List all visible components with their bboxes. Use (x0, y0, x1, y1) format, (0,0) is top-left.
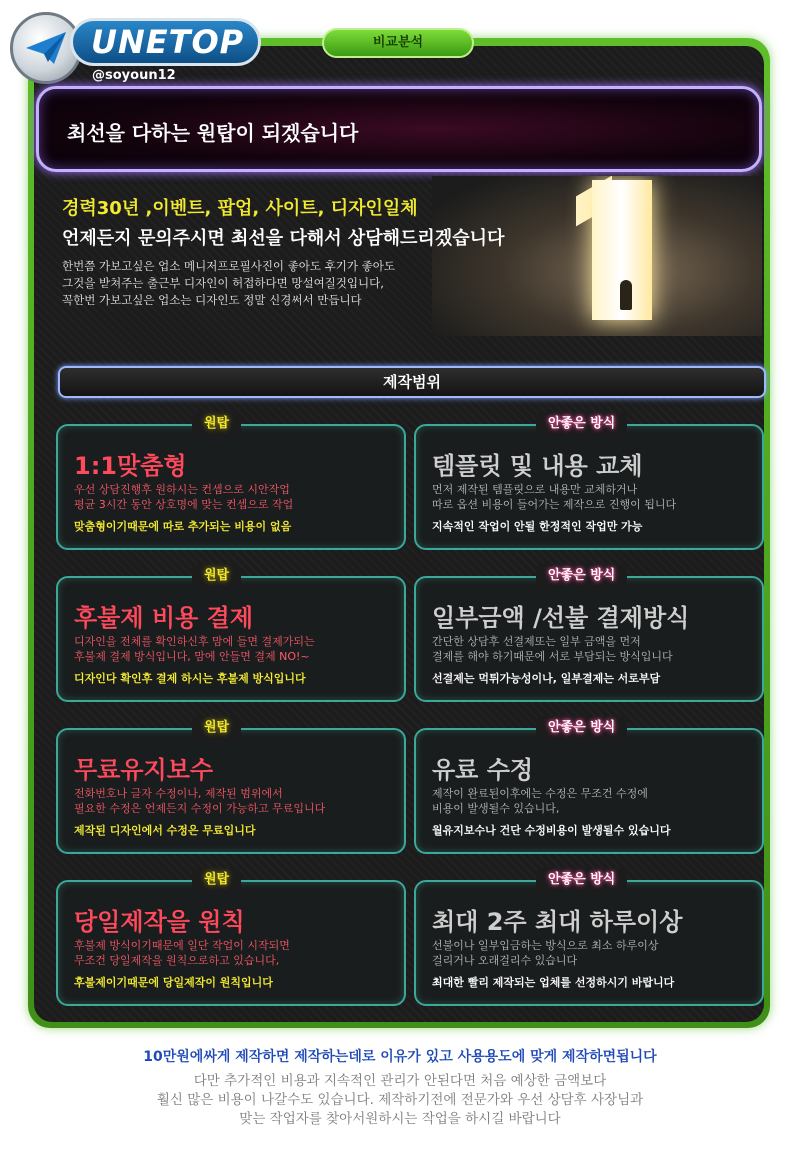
card-title: 후불제 비용 결제 (74, 604, 253, 632)
badge-bad: 안좋은 방식 (536, 412, 627, 436)
card-description-line: 우선 상담진행후 원하시는 컨셉으로 시안작업 (74, 483, 290, 496)
card-title: 최대 2주 최대 하루이상 (432, 908, 683, 936)
card-title: 1:1맞춤형 (74, 452, 187, 480)
hero-body (62, 258, 395, 309)
hero-headline-white: 언제든지 문의주시면 최선을 다해서 상담해드리겠습니다 (62, 228, 505, 249)
hero-body-line: 한번쯤 가보고싶은 업소 메니저프로필사진이 좋아도 후기가 좋아도 (62, 259, 395, 273)
headline-banner (36, 86, 762, 172)
card-good (56, 872, 406, 1006)
card-good (56, 568, 406, 702)
card-note: 후불제이기때문에 당일제작이 원칙입니다 (74, 976, 273, 989)
card-good (56, 720, 406, 854)
hero-image (432, 176, 762, 336)
card-title: 무료유지보수 (74, 756, 214, 784)
badge-good: 원탑 (192, 868, 241, 892)
person-silhouette (620, 280, 632, 310)
card-note: 지속적인 작업이 안될 한정적인 작업만 가능 (432, 520, 643, 533)
card-description-line: 결제를 해야 하기때문에 서로 부담되는 방식입니다 (432, 650, 673, 663)
section-title: 제작범위 (58, 366, 766, 398)
card-description (74, 786, 325, 816)
card-description-line: 평균 3시간 동안 상호명에 맞는 컨셉으로 작업 (74, 498, 294, 511)
footer-body-line: 훨신 많은 비용이 나갈수도 있습니다. 제작하기전에 전문가와 우선 상담후 사장님과 (156, 1092, 644, 1108)
card-description-line: 무조건 당일제작을 원칙으로하고 있습니다, (74, 954, 280, 967)
logo (10, 8, 250, 88)
card-description (432, 634, 673, 664)
card-note: 월유지보수나 건단 수정비용이 발생될수 있습니다 (432, 824, 671, 837)
card-description-line: 필요한 수정은 언제든지 수정이 가능하고 무료입니다 (74, 802, 326, 815)
tab-compare[interactable]: 비교분석 (322, 28, 474, 58)
footer-headline: 10만원에싸게 제작하면 제작하는데로 이유가 있고 사용용도에 맞게 제작하면됩니다 (143, 1049, 657, 1065)
card-description (432, 786, 648, 816)
badge-good: 원탑 (192, 412, 241, 436)
card-bad (414, 720, 764, 854)
hero-headline-yellow: 경력30년 ,이벤트, 팝업, 사이트, 디자인일체 (62, 198, 418, 219)
card-description-line: 제작이 완료된이후에는 수정은 무조건 수정에 (432, 787, 648, 800)
logo-handle: @soyoun12 (92, 68, 176, 83)
card-bad (414, 568, 764, 702)
footer-body (0, 1072, 800, 1129)
badge-bad: 안좋은 방식 (536, 868, 627, 892)
card-description-line: 선불이나 일부입금하는 방식으로 최소 하루이상 (432, 939, 659, 952)
card-description-line: 전화번호나 글자 수정이나, 제작된 범위에서 (74, 787, 283, 800)
card-description-line: 따로 옵션 비용이 들어가는 제작으로 진행이 됩니다 (432, 498, 677, 511)
card-note: 제작된 디자인에서 수정은 무료입니다 (74, 824, 256, 837)
card-title: 당일제작을 원칙 (74, 908, 245, 936)
card-title: 유료 수정 (432, 756, 534, 784)
card-title: 템플릿 및 내용 교체 (432, 452, 643, 480)
badge-good: 원탑 (192, 564, 241, 588)
card-good (56, 416, 406, 550)
badge-bad: 안좋은 방식 (536, 564, 627, 588)
headline-text: 최선을 다하는 원탑이 되겠습니다 (67, 121, 359, 145)
card-description-line: 후불제 방식이기때문에 일단 작업이 시작되면 (74, 939, 290, 952)
card-description-line: 걸리거나 오래걸리수 있습니다 (432, 954, 578, 967)
card-bad (414, 872, 764, 1006)
card-description-line: 디자인을 전체를 확인하신후 맘에 들면 결제가되는 (74, 635, 315, 648)
badge-good: 원탑 (192, 716, 241, 740)
card-description-line: 비용이 발생될수 있습니다, (432, 802, 560, 815)
card-note: 맞춤형이기때문에 따로 추가되는 비용이 없음 (74, 520, 292, 533)
card-description (74, 634, 315, 664)
logo-wordmark: UNETOP (70, 18, 261, 66)
footer-body-line: 맞는 작업자를 찾아서원하시는 작업을 하시길 바랍니다 (239, 1111, 561, 1127)
card-description-line: 먼저 제작된 템플릿으로 내용만 교체하거나 (432, 483, 638, 496)
card-description (74, 482, 293, 512)
card-note: 최대한 빨리 제작되는 업체를 선정하시기 바랍니다 (432, 976, 675, 989)
card-note: 선결제는 먹튀가능성이나, 일부결제는 서로부담 (432, 672, 661, 685)
hero-body-line: 꼭한번 가보고싶은 업소는 디자인도 정말 신경써서 만듭니다 (62, 293, 362, 307)
card-bad (414, 416, 764, 550)
card-description-line: 후불제 결제 방식입니다, 맘에 안들면 결제 NO!~ (74, 650, 310, 663)
footer-body-line: 다만 추가적인 비용과 지속적인 관리가 안된다면 처음 예상한 금액보다 (193, 1073, 607, 1089)
card-description-line: 간단한 상담후 선결제또는 일부 금액을 먼저 (432, 635, 641, 648)
card-description (74, 938, 290, 968)
card-description (432, 938, 659, 968)
card-title: 일부금액 /선불 결제방식 (432, 604, 690, 632)
hero-body-line: 그것을 받쳐주는 출근부 디자인이 허접하다면 망설여질것입니다, (62, 276, 384, 290)
badge-bad: 안좋은 방식 (536, 716, 627, 740)
hero-section (36, 176, 762, 336)
card-note: 디자인다 확인후 결제 하시는 후불제 방식입니다 (74, 672, 306, 685)
card-description (432, 482, 676, 512)
